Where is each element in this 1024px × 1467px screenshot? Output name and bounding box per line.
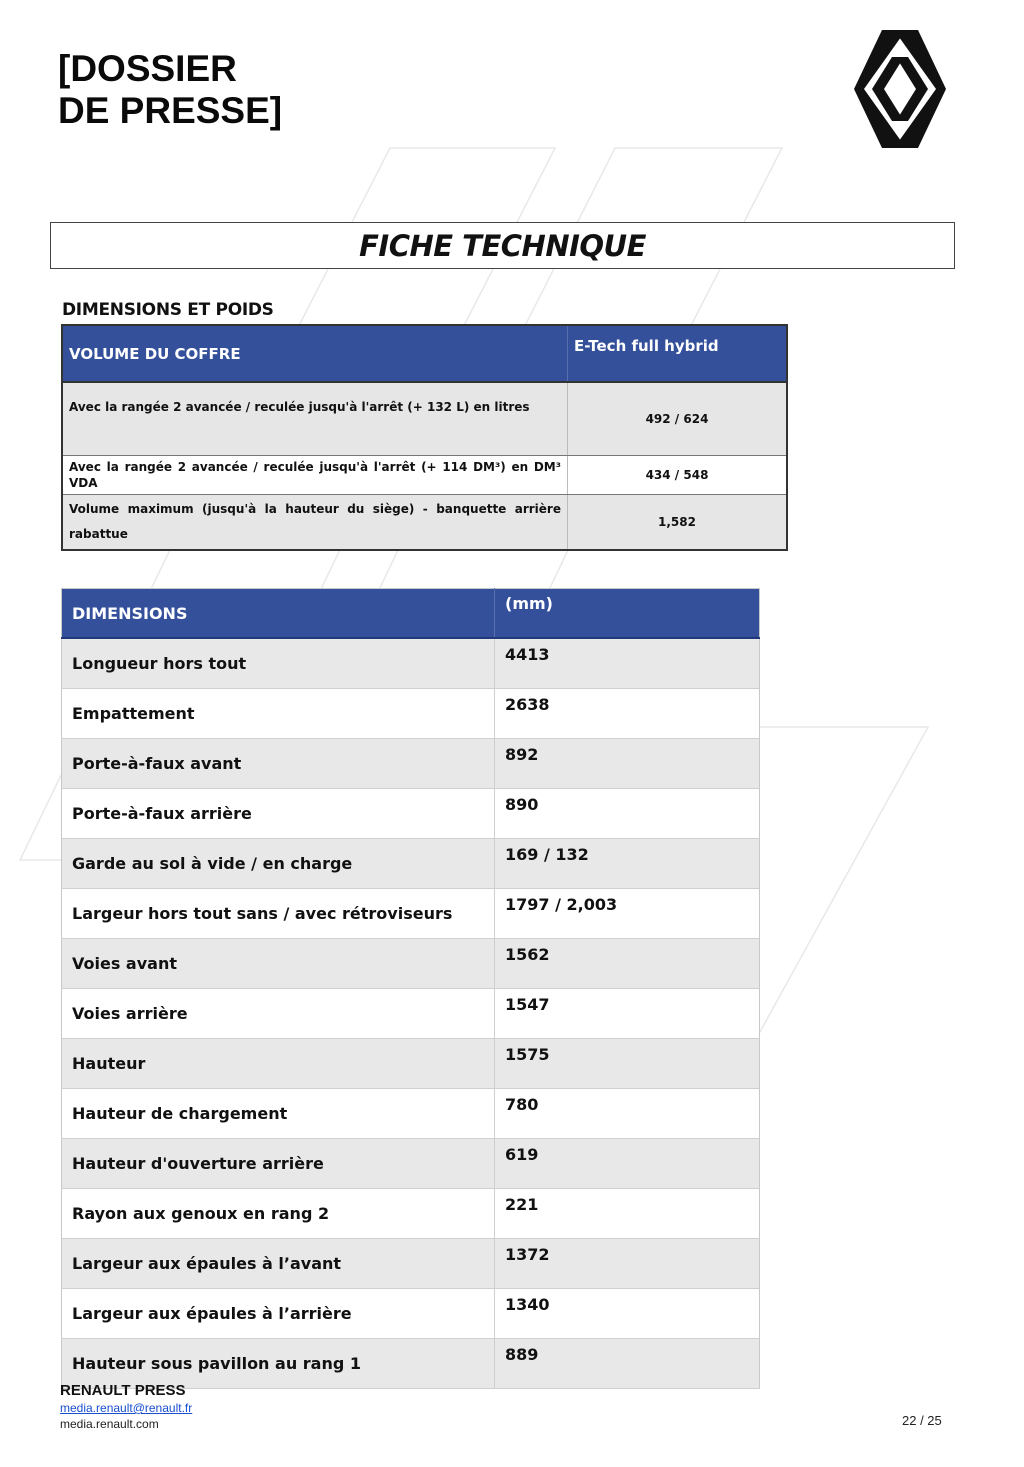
- footer-brand: RENAULT PRESS: [60, 1382, 186, 1399]
- table-row: [62, 1189, 760, 1239]
- footer-website: media.renault.com: [60, 1417, 159, 1431]
- press-kit-header: [58, 48, 282, 132]
- row-value: 892: [495, 739, 760, 789]
- row-label: Voies arrière: [62, 989, 495, 1039]
- table-row: [62, 1239, 760, 1289]
- trunk-volume-table: [61, 324, 788, 551]
- row-value: 780: [495, 1089, 760, 1139]
- table-row: [62, 939, 760, 989]
- page-number: 22 / 25: [902, 1413, 942, 1428]
- row-value: 889: [495, 1339, 760, 1389]
- row-label: Hauteur: [62, 1039, 495, 1089]
- dimensions-table: [61, 588, 760, 1389]
- row-label: Longueur hors tout: [62, 638, 495, 689]
- table-row: [62, 839, 760, 889]
- table-header-row: [62, 589, 760, 639]
- row-label: Porte-à-faux arrière: [62, 789, 495, 839]
- table-row: [62, 1289, 760, 1339]
- column-header-dimensions: DIMENSIONS: [62, 589, 495, 639]
- row-label: Largeur aux épaules à l’avant: [62, 1239, 495, 1289]
- table-row: [62, 789, 760, 839]
- row-label: Largeur aux épaules à l’arrière: [62, 1289, 495, 1339]
- row-label: Hauteur sous pavillon au rang 1: [62, 1339, 495, 1389]
- row-value: 1562: [495, 939, 760, 989]
- row-label: Volume maximum (jusqu'à la hauteur du siège) - banquette arrière rabattue: [62, 495, 568, 551]
- table-row: [62, 1039, 760, 1089]
- row-label: Avec la rangée 2 avancée / reculée jusqu'à l'arrêt (+ 132 L) en litres: [62, 382, 568, 456]
- row-label: Porte-à-faux avant: [62, 739, 495, 789]
- row-label: Hauteur d'ouverture arrière: [62, 1139, 495, 1189]
- page-title: FICHE TECHNIQUE: [359, 228, 646, 263]
- table-row: [62, 495, 787, 551]
- column-header-version: E-Tech full hybrid: [568, 325, 788, 382]
- renault-diamond-logo-icon: [848, 24, 952, 154]
- header-line-2: DE PRESSE]: [58, 90, 283, 131]
- table-row: [62, 689, 760, 739]
- row-value: 4413: [495, 638, 760, 689]
- row-label: Empattement: [62, 689, 495, 739]
- footer-email-link[interactable]: media.renault@renault.fr: [60, 1401, 193, 1415]
- row-value: 1575: [495, 1039, 760, 1089]
- column-header-unit: (mm): [495, 589, 760, 639]
- row-value: 1547: [495, 989, 760, 1039]
- row-label: Rayon aux genoux en rang 2: [62, 1189, 495, 1239]
- row-label: Hauteur de chargement: [62, 1089, 495, 1139]
- table-row: [62, 1139, 760, 1189]
- page-footer: [60, 1382, 192, 1431]
- row-value: 1797 / 2,003: [495, 889, 760, 939]
- row-label: Voies avant: [62, 939, 495, 989]
- table-row: [62, 1339, 760, 1389]
- row-value: 1,582: [568, 495, 788, 551]
- row-value: 2638: [495, 689, 760, 739]
- table-row: [62, 889, 760, 939]
- table-row: [62, 638, 760, 689]
- table-row: [62, 382, 787, 456]
- row-value: 890: [495, 789, 760, 839]
- section-title: DIMENSIONS ET POIDS: [62, 300, 274, 320]
- table-row: [62, 739, 760, 789]
- row-value: 619: [495, 1139, 760, 1189]
- table-header-row: [62, 325, 787, 382]
- header-line-1: [DOSSIER: [58, 48, 237, 89]
- row-value: 169 / 132: [495, 839, 760, 889]
- table-row: [62, 1089, 760, 1139]
- row-value: 221: [495, 1189, 760, 1239]
- table-row: [62, 456, 787, 495]
- title-box: [50, 222, 955, 269]
- row-label: Avec la rangée 2 avancée / reculée jusqu'à l'arrêt (+ 114 DM³) en DM³ VDA: [62, 456, 568, 495]
- row-value: 434 / 548: [568, 456, 788, 495]
- row-label: Largeur hors tout sans / avec rétroviseurs: [62, 889, 495, 939]
- row-value: 492 / 624: [568, 382, 788, 456]
- row-label: Garde au sol à vide / en charge: [62, 839, 495, 889]
- table-row: [62, 989, 760, 1039]
- column-header-volume: VOLUME DU COFFRE: [62, 325, 568, 382]
- row-value: 1340: [495, 1289, 760, 1339]
- row-value: 1372: [495, 1239, 760, 1289]
